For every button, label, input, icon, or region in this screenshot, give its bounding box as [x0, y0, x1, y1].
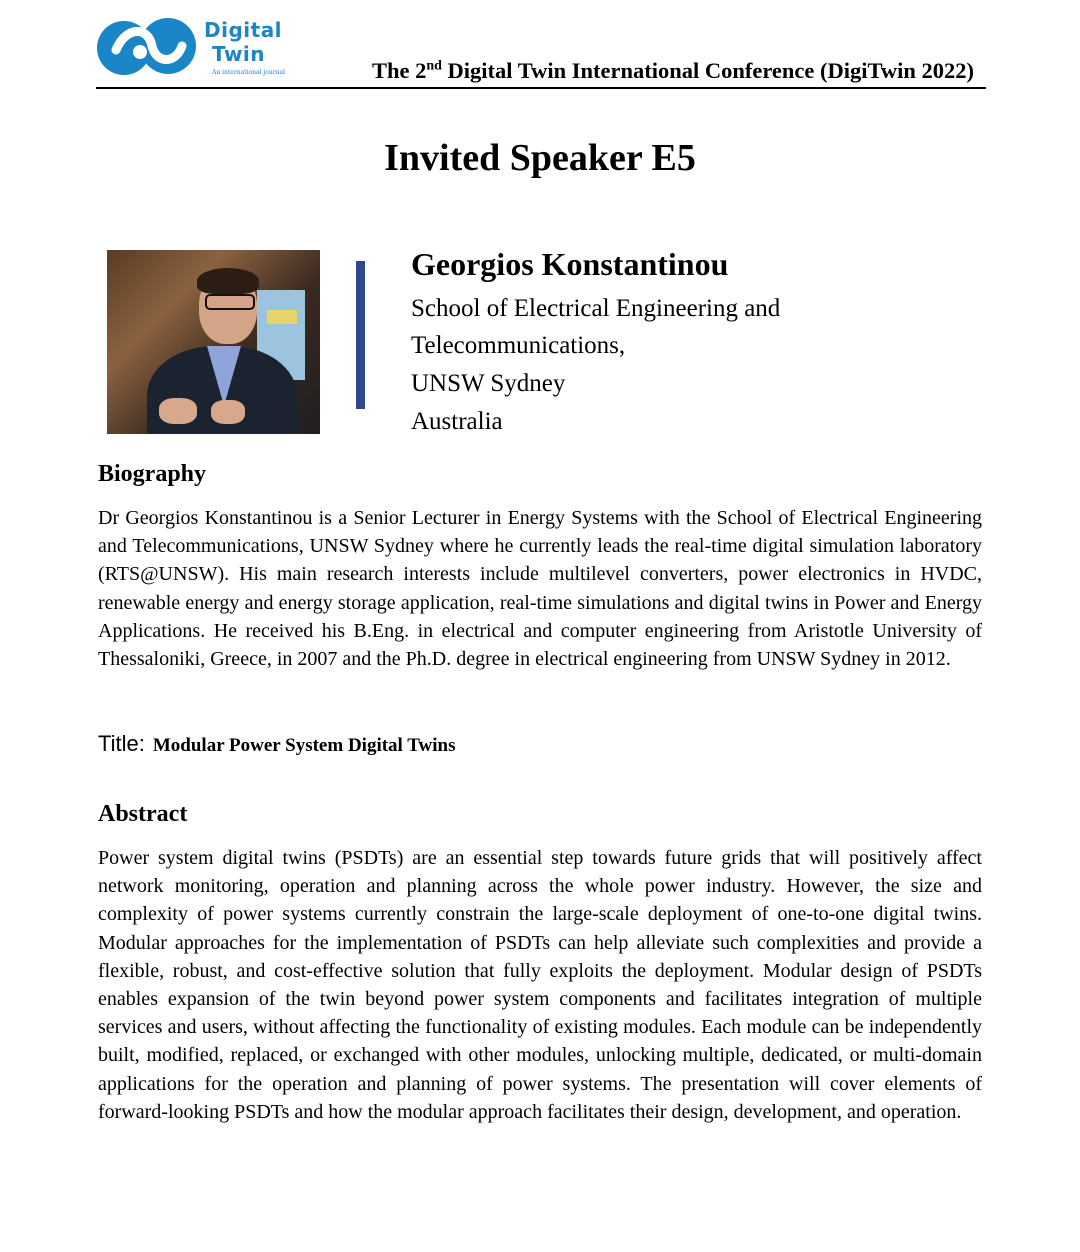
- digital-twin-logo: [96, 14, 296, 80]
- page-header: [96, 14, 986, 88]
- biography-heading: Biography: [98, 461, 207, 487]
- logo-mark-icon: [96, 16, 200, 78]
- logo-tagline: An international journal: [212, 69, 285, 76]
- abstract-text: Power system digital twins (PSDTs) are an essential step towards future grids that will positively affect network monitoring, operation and planning across the whole power industry. However, the size and complexity of power systems currently constrain the large-scale deployment of one-to-one digital twins. Modular approaches for the implementation of PSDTs can help alleviate such complexities and provide a flexible, robust, and cost-effective solution that fully exploits the deployment. Modular design of PSDTs enables expansion of the twin beyond power system components and facilitates integration of multiple services and users, without affecting the functionality of existing modules. Each module can be independently built, modified, replaced, or exchanged with other modules, unlocking multiple, dedicated, or multi-domain applications for the operation and planning of power systems. The presentation will cover elements of forward-looking PSDTs and how the modular approach facilitates their design, development, and operation.: [98, 847, 982, 1123]
- talk-title: Modular Power System Digital Twins: [152, 735, 456, 756]
- accent-bar: [356, 261, 365, 409]
- affiliation-line: Australia: [411, 408, 503, 435]
- affiliation-line: UNSW Sydney: [411, 370, 566, 397]
- abstract-heading: Abstract: [98, 801, 188, 827]
- biography-text: Dr Georgios Konstantinou is a Senior Lecturer in Energy Systems with the School of Electrical Engineering and Telecommunications, UNSW Sydney where he currently leads the real-time digital simulation laboratory (RTS@UNSW). His main research interests include multilevel converters, power electronics in HVDC, renewable energy and energy storage application, real-time simulations and digital twins in Power and Energy Applications. He received his B.Eng. in electrical and computer engineering from Aristotle University of Thessaloniki, Greece, in 2007 and the Ph.D. degree in electrical engineering from UNSW Sydney in 2012.: [98, 507, 982, 671]
- logo-text-twin: Twin: [212, 42, 266, 66]
- speaker-photo: [107, 250, 320, 434]
- speaker-name: Georgios Konstantinou: [411, 246, 729, 282]
- logo-text-digital: Digital: [204, 18, 283, 42]
- conference-title: The 2nd Digital Twin International Conference (DigiTwin 2022): [371, 58, 974, 83]
- affiliation-line: School of Electrical Engineering and: [411, 295, 781, 322]
- affiliation-line: Telecommunications,: [411, 332, 626, 359]
- page-title: Invited Speaker E5: [384, 137, 696, 179]
- header-rule: [96, 87, 986, 89]
- talk-title-label: Title:: [98, 731, 145, 756]
- talk-title-row: [98, 731, 455, 757]
